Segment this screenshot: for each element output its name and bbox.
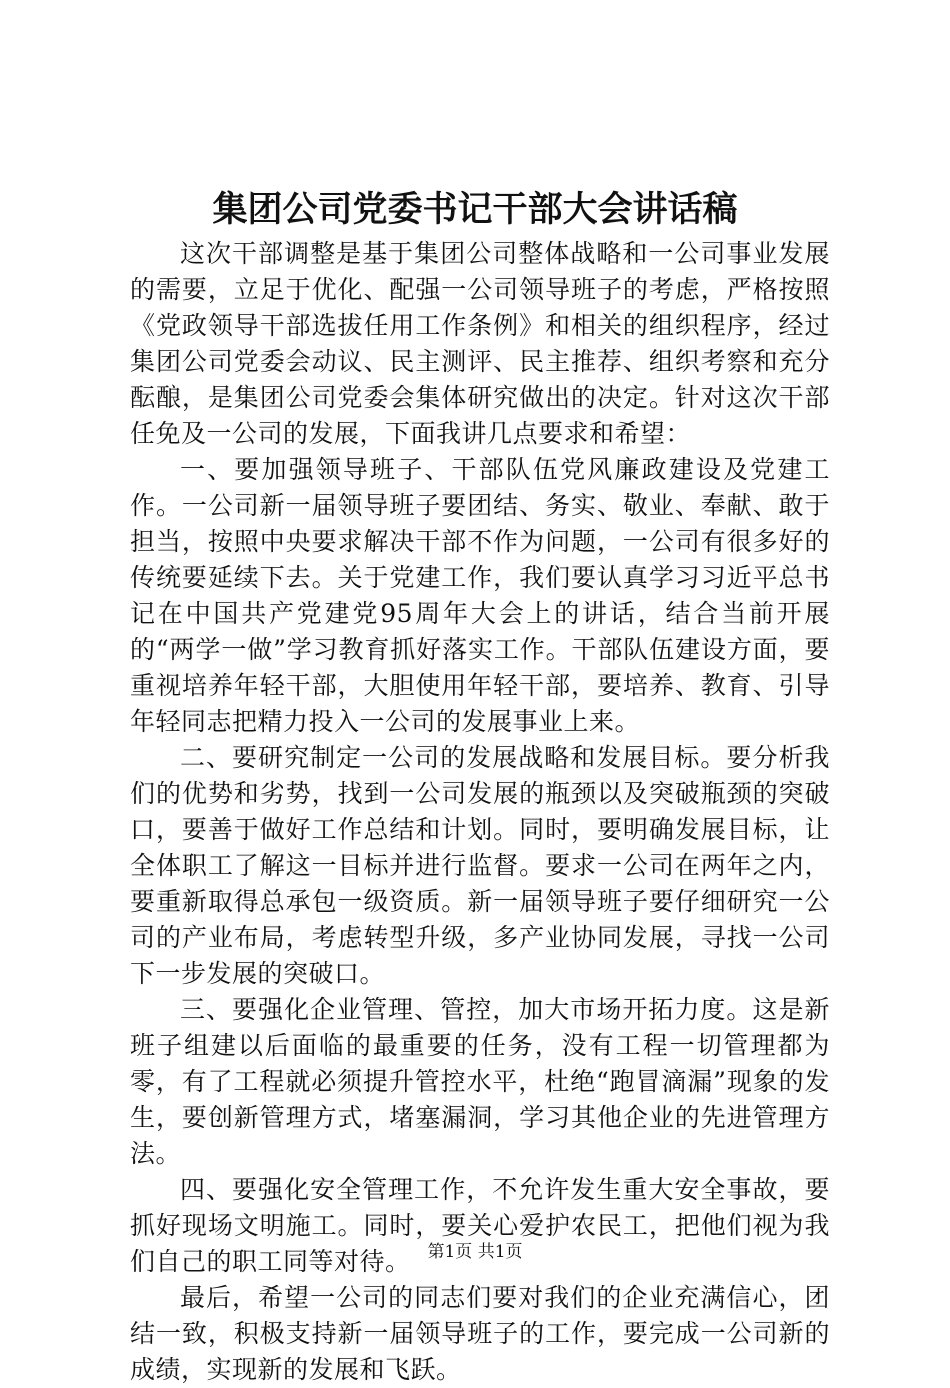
page-footer: 第1页 共1页 — [427, 1242, 523, 1262]
document-title: 集团公司党委书记干部大会讲话稿 — [212, 190, 738, 230]
paragraph-point-four: 四、要强化安全管理工作，不允许发生重大安全事故，要抓好现场文明施工。同时，要关心爱护农民工，把他们视为我们自己的职工同等对待。 — [130, 1175, 830, 1276]
paragraph-intro: 这次干部调整是基于集团公司整体战略和一公司事业发展的需要，立足于优化、配强一公司领导班子的考虑，严格按照《党政领导干部选拔任用工作条例》和相关的组织程序，经过集团公司党委会动议、民主测评、民主推荐、组织考察和充分酝酿，是集团公司党委会集体研究做出的决定。针对这次干部任免及一公司的发展，下面我讲几点要求和希望： — [130, 239, 830, 448]
paragraph-point-one: 一、要加强领导班子、干部队伍党风廉政建设及党建工作。一公司新一届领导班子要团结、务实、敬业、奉献、敢于担当，按照中央要求解决干部不作为问题，一公司有很多好的传统要延续下去。关于党建工作，我们要认真学习习近平总书记在中国共产党建党95周年大会上的讲话，结合当前开展的“两学一做”学习教育抓好落实工作。干部队伍建设方面，要重视培养年轻干部，大胆使用年轻干部，要培养、教育、引导年轻同志把精力投入一公司的发展事业上来。 — [130, 455, 830, 736]
document-body — [130, 236, 830, 1388]
paragraph-point-two: 二、要研究制定一公司的发展战略和发展目标。要分析我们的优势和劣势，找到一公司发展的瓶颈以及突破瓶颈的突破口，要善于做好工作总结和计划。同时，要明确发展目标，让全体职工了解这一目标并进行监督。要求一公司在两年之内，要重新取得总承包一级资质。新一届领导班子要仔细研究一公司的产业布局，考虑转型升级，多产业协同发展，寻找一公司下一步发展的突破口。 — [130, 743, 830, 988]
paragraph-point-three: 三、要强化企业管理、管控，加大市场开拓力度。这是新班子组建以后面临的最重要的任务，没有工程一切管理都为零，有了工程就必须提升管控水平，杜绝“跑冒滴漏”现象的发生，要创新管理方式，堵塞漏洞，学习其他企业的先进管理方法。 — [130, 995, 830, 1168]
paragraph-closing: 最后，希望一公司的同志们要对我们的企业充满信心，团结一致，积极支持新一届领导班子的工作，要完成一公司新的成绩，实现新的发展和飞跃。 — [130, 1283, 830, 1384]
